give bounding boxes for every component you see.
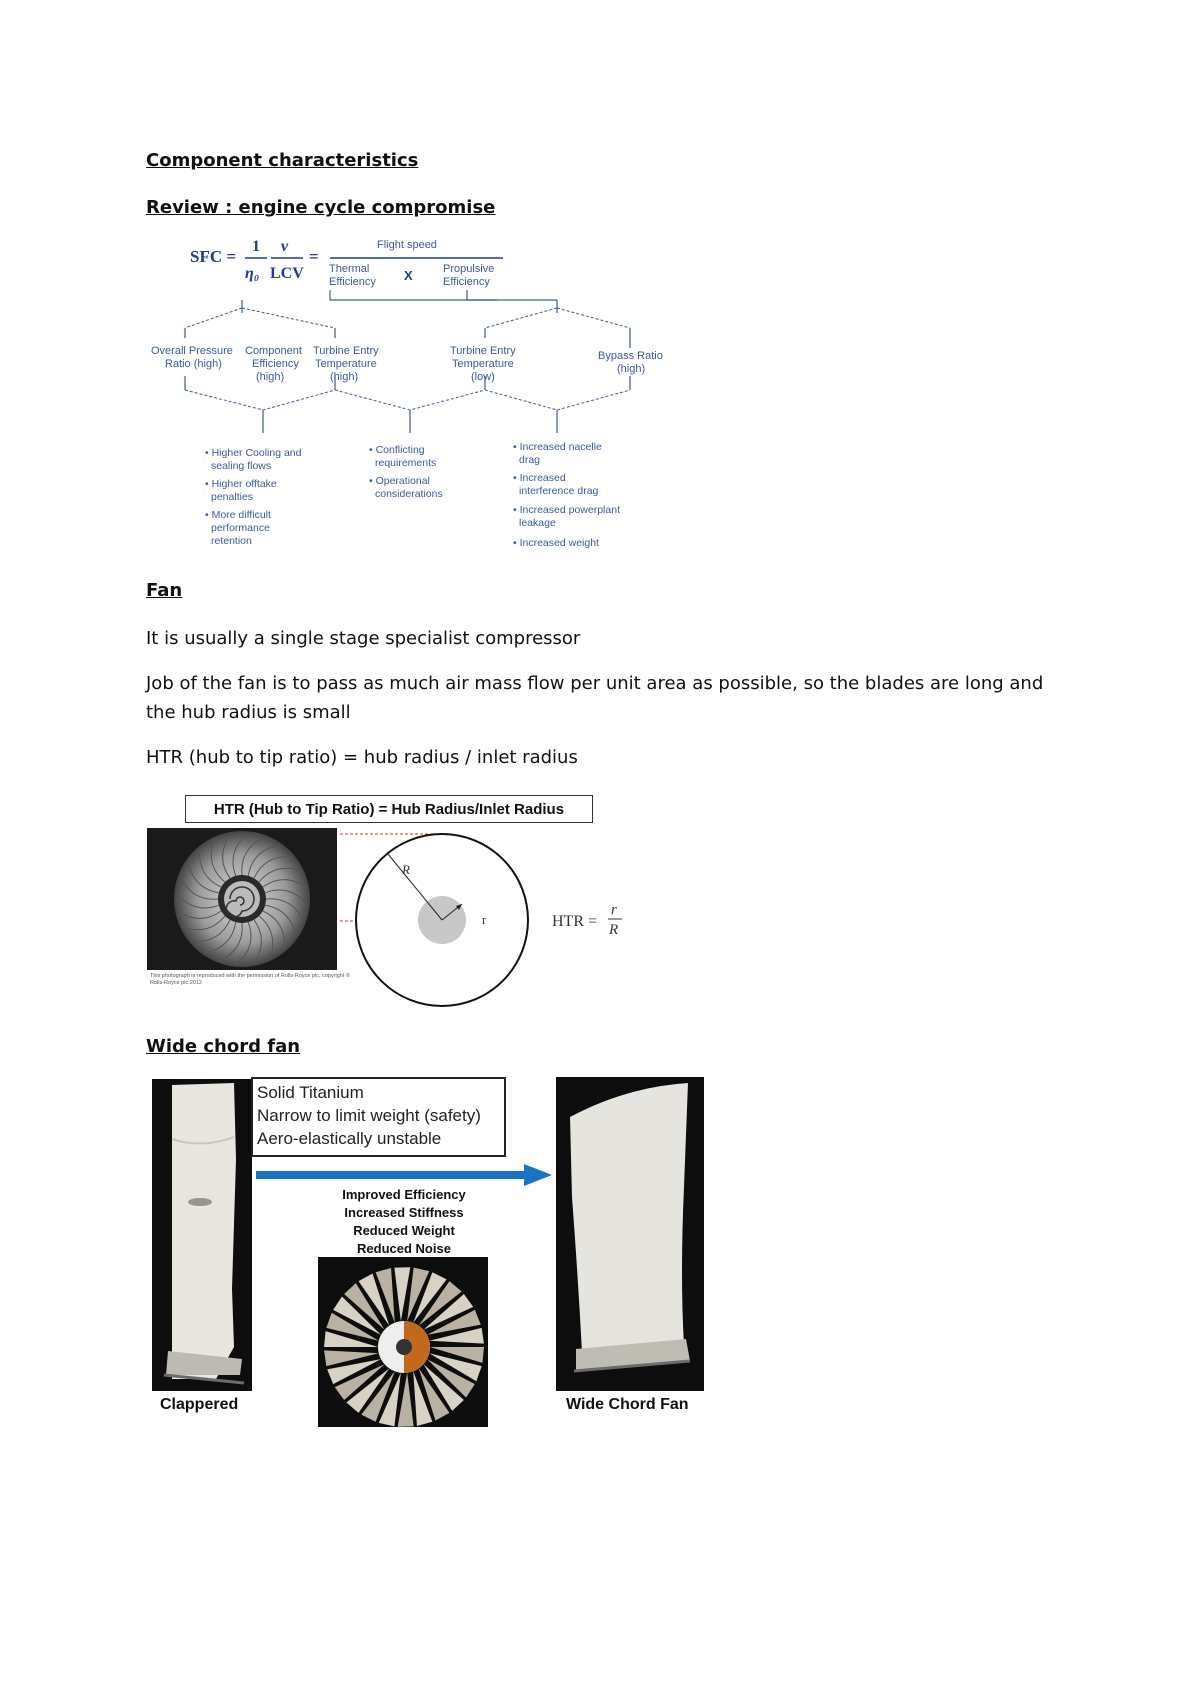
htr-figure-title: HTR (Hub to Tip Ratio) = Hub Radius/Inlet Radius xyxy=(185,795,593,823)
propulsive-eff-label-1: Propulsive xyxy=(443,263,495,275)
property-line-1: Solid Titanium xyxy=(257,1083,364,1102)
bullet-3-line-6: leakage xyxy=(519,517,556,529)
comp-eff-label-3: (high) xyxy=(256,371,285,383)
fan-photo xyxy=(147,828,337,970)
thermal-eff-label-1: Thermal xyxy=(329,263,370,275)
bullet-2-line-4: considerations xyxy=(375,488,443,500)
htr-formula-lhs: HTR = xyxy=(552,913,598,930)
property-line-3: Aero-elastically unstable xyxy=(257,1129,442,1148)
sfc-lhs: SFC = xyxy=(190,247,237,266)
improvement-arrow-icon xyxy=(256,1162,556,1188)
bpr-label-1: Bypass Ratio xyxy=(598,350,663,362)
wide-chord-blade-photo xyxy=(556,1077,704,1391)
wide-chord-fan-label: Wide Chord Fan xyxy=(566,1396,689,1413)
htr-formula-den: R xyxy=(609,922,619,938)
tet-low-label-3: (low) xyxy=(471,371,495,383)
sfc-v-num: v xyxy=(281,238,289,255)
section-heading-fan: Fan xyxy=(146,580,183,601)
tet-high-label-3: (high) xyxy=(330,371,359,383)
bullet-2-line-1: • Conflicting xyxy=(369,444,425,456)
bullet-3-line-4: interference drag xyxy=(519,485,599,497)
clappered-label: Clappered xyxy=(160,1396,239,1413)
bullet-1-line-1: • Higher Cooling and xyxy=(205,447,302,459)
fan-paragraph-2: Job of the fan is to pass as much air mass flow per unit area as possible, so the blades are long and the hub radius is small xyxy=(146,673,1044,723)
bullet-3-line-5: • Increased powerplant xyxy=(513,504,620,516)
thermal-eff-label-2: Efficiency xyxy=(329,276,376,288)
comp-eff-label-1: Component xyxy=(245,345,302,357)
opr-label-1: Overall Pressure xyxy=(151,345,233,357)
small-r-label: r xyxy=(482,912,487,927)
bullet-1-line-7: retention xyxy=(211,535,252,547)
bullet-3-line-7: • Increased weight xyxy=(513,537,599,549)
fan-paragraph-1: It is usually a single stage specialist compressor xyxy=(146,628,581,649)
fan-photo-caption: This photograph is reproduced with the permission of Rolls-Royce plc, copyright © Rolls-Royce plc 2012 xyxy=(150,973,351,986)
fan-paragraph-3: HTR (hub to tip ratio) = hub radius / inlet radius xyxy=(146,747,578,768)
benefit-3: Reduced Weight xyxy=(353,1223,455,1238)
benefit-1: Improved Efficiency xyxy=(342,1187,466,1202)
fan-rotor-photo xyxy=(318,1257,488,1427)
benefit-2: Increased Stiffness xyxy=(344,1205,464,1220)
sfc-frac-den: η₀ xyxy=(245,265,260,282)
bpr-label-2: (high) xyxy=(617,363,646,375)
bullet-1-line-6: performance xyxy=(211,522,270,534)
clappered-blade-photo xyxy=(152,1079,252,1391)
bullet-3-line-1: • Increased nacelle xyxy=(513,441,602,453)
property-line-2: Narrow to limit weight (safety) xyxy=(257,1106,481,1125)
bullet-2-line-2: requirements xyxy=(375,457,437,469)
htr-diagram xyxy=(330,822,650,1012)
flight-speed-label: Flight speed xyxy=(377,239,437,251)
bullet-1-line-2: sealing flows xyxy=(211,460,272,472)
sfc-equals: = xyxy=(309,247,319,266)
sfc-frac-num: 1 xyxy=(252,238,260,255)
sfc-v-den: LCV xyxy=(270,265,304,282)
comp-eff-label-2: Efficiency xyxy=(252,358,299,370)
bullet-2-line-3: • Operational xyxy=(369,475,430,487)
bullet-1-line-4: penalties xyxy=(211,491,254,503)
bullet-3-line-3: • Increased xyxy=(513,472,566,484)
propulsive-eff-label-2: Efficiency xyxy=(443,276,490,288)
bullet-3-line-2: drag xyxy=(519,454,541,466)
tet-high-label-1: Turbine Entry xyxy=(313,345,379,357)
section-heading-component: Component characteristics xyxy=(146,150,419,171)
htr-formula-num: r xyxy=(611,902,617,918)
tet-high-label-2: Temperature xyxy=(315,358,377,370)
sfc-tradeoff-diagram xyxy=(145,228,685,558)
bullet-1-line-3: • Higher offtake xyxy=(205,478,277,490)
tet-low-label-1: Turbine Entry xyxy=(450,345,516,357)
times-symbol: X xyxy=(404,268,413,283)
benefit-4: Reduced Noise xyxy=(357,1241,451,1256)
bullet-1-line-5: • More difficult xyxy=(205,509,271,521)
big-r-label: R xyxy=(402,862,410,877)
section-heading-review: Review : engine cycle compromise xyxy=(146,197,496,218)
opr-label-2: Ratio (high) xyxy=(165,358,222,370)
tet-low-label-2: Temperature xyxy=(452,358,514,370)
section-heading-wide-chord: Wide chord fan xyxy=(146,1036,301,1057)
benefits-list xyxy=(326,1186,482,1258)
clappered-properties-box xyxy=(251,1077,506,1157)
